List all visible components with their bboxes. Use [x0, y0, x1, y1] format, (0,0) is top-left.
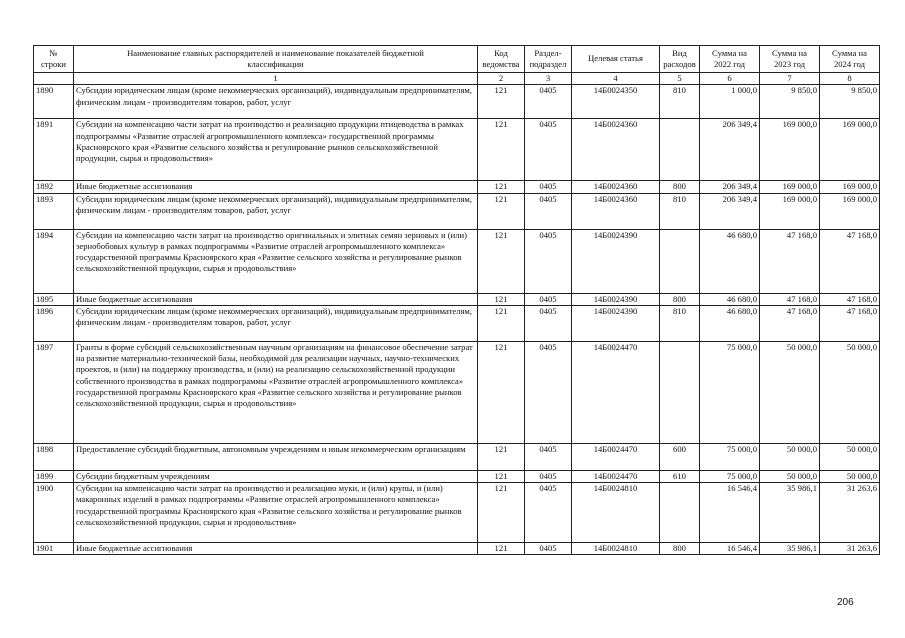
expense-type-cell: 810 [660, 193, 700, 229]
row-name-cell: Гранты в форме субсидий сельскохозяйственным научным организациям на финансовое обеспечение затрат на развитие материально-технической базы, необходимой для реализации научных, научно-технических проектов, и (или) на поддержку производства, и (или) на реализацию сельскохозяйственной продукции собственного производства в рамках подпрограммы «Развитие отраслей агропромышленного комплекса» государственной программы Красноярского края «Развитие сельского хозяйства и регулирование рынков сельскохозяйственной продукции, сырья и продовольствия» [74, 341, 478, 443]
page-number: 206 [837, 597, 854, 608]
table-row [34, 193, 880, 229]
dept-code-cell: 121 [478, 341, 525, 443]
row-name-cell: Предоставление субсидий бюджетным, автономным учреждениям и иным некоммерческим организациям [74, 443, 478, 470]
section-code-cell: 0405 [525, 305, 572, 341]
dept-code-cell: 121 [478, 483, 525, 543]
target-article-cell: 14Б0024350 [572, 85, 660, 119]
column-index-cell: 6 [700, 73, 760, 85]
sum-2022-cell: 75 000,0 [700, 443, 760, 470]
target-article-cell: 14Б0024810 [572, 543, 660, 555]
header-dept-code: Код ведомства [478, 46, 525, 73]
row-name-cell: Субсидии юридическим лицам (кроме некоммерческих организаций), индивидуальным предпринимателям, физическим лицам - производителям товаров, работ, услуг [74, 85, 478, 119]
table-row [34, 85, 880, 119]
header-row-number: № строки [34, 46, 74, 73]
section-code-cell: 0405 [525, 470, 572, 482]
sum-2023-cell: 47 168,0 [760, 305, 820, 341]
sum-2024-cell: 31 263,6 [820, 483, 880, 543]
table-row [34, 305, 880, 341]
row-name-cell: Иные бюджетные ассигнования [74, 543, 478, 555]
column-index-cell: 1 [74, 73, 478, 85]
section-code-cell: 0405 [525, 229, 572, 293]
sum-2024-cell: 31 263,6 [820, 543, 880, 555]
table-body [34, 85, 880, 555]
row-name-cell: Субсидии на компенсацию части затрат на производство и реализацию муки, и (или) крупы, и (или) макаронных изделий в рамках подпрограммы «Развитие отраслей агропромышленного комплекса» государственной программы Красноярского края «Развитие сельского хозяйства и регулирование рынков сельскохозяйственной продукции, сырья и продовольствия» [74, 483, 478, 543]
dept-code-cell: 121 [478, 85, 525, 119]
dept-code-cell: 121 [478, 181, 525, 193]
sum-2024-cell: 169 000,0 [820, 119, 880, 181]
sum-2024-cell: 169 000,0 [820, 193, 880, 229]
target-article-cell: 14Б0024470 [572, 470, 660, 482]
section-code-cell: 0405 [525, 193, 572, 229]
section-code-cell: 0405 [525, 483, 572, 543]
row-name-cell: Субсидии юридическим лицам (кроме некоммерческих организаций), индивидуальным предпринимателям, физическим лицам - производителям товаров, работ, услуг [74, 193, 478, 229]
column-index-cell: 4 [572, 73, 660, 85]
budget-table [33, 45, 880, 555]
sum-2024-cell: 169 000,0 [820, 181, 880, 193]
sum-2024-cell: 50 000,0 [820, 470, 880, 482]
table-row [34, 181, 880, 193]
table-row [34, 443, 880, 470]
row-number-cell: 1895 [34, 293, 74, 305]
row-number-cell: 1893 [34, 193, 74, 229]
sum-2023-cell: 47 168,0 [760, 229, 820, 293]
expense-type-cell [660, 229, 700, 293]
sum-2022-cell: 16 546,4 [700, 483, 760, 543]
sum-2023-cell: 9 850,0 [760, 85, 820, 119]
table-row [34, 470, 880, 482]
table-row [34, 341, 880, 443]
column-index-cell: 5 [660, 73, 700, 85]
target-article-cell: 14Б0024360 [572, 193, 660, 229]
section-code-cell: 0405 [525, 181, 572, 193]
sum-2024-cell: 47 168,0 [820, 305, 880, 341]
sum-2023-cell: 50 000,0 [760, 470, 820, 482]
header-sum-2022: Сумма на 2022 год [700, 46, 760, 73]
sum-2022-cell: 75 000,0 [700, 341, 760, 443]
section-code-cell: 0405 [525, 119, 572, 181]
sum-2022-cell: 46 680,0 [700, 305, 760, 341]
sum-2023-cell: 169 000,0 [760, 119, 820, 181]
row-number-cell: 1901 [34, 543, 74, 555]
row-name-cell: Субсидии юридическим лицам (кроме некоммерческих организаций), индивидуальным предпринимателям, физическим лицам - производителям товаров, работ, услуг [74, 305, 478, 341]
dept-code-cell: 121 [478, 470, 525, 482]
row-number-cell: 1896 [34, 305, 74, 341]
section-code-cell: 0405 [525, 293, 572, 305]
sum-2022-cell: 16 546,4 [700, 543, 760, 555]
header-section: Раздел- подраздел [525, 46, 572, 73]
section-code-cell: 0405 [525, 341, 572, 443]
dept-code-cell: 121 [478, 119, 525, 181]
table-row [34, 229, 880, 293]
sum-2022-cell: 75 000,0 [700, 470, 760, 482]
row-name-cell: Субсидии на компенсацию части затрат на производство оригинальных и элитных семян зерновых и (или) зернобобовых культур в рамках подпрограммы «Развитие отраслей агропромышленного комплекса» государственной программы Красноярского края «Развитие сельского хозяйства и регулирование рынков сельскохозяйственной продукции, сырья и продовольствия» [74, 229, 478, 293]
expense-type-cell: 600 [660, 443, 700, 470]
section-code-cell: 0405 [525, 543, 572, 555]
section-code-cell: 0405 [525, 443, 572, 470]
sum-2024-cell: 9 850,0 [820, 85, 880, 119]
sum-2024-cell: 47 168,0 [820, 293, 880, 305]
column-index-cell: 3 [525, 73, 572, 85]
target-article-cell: 14Б0024470 [572, 443, 660, 470]
sum-2022-cell: 206 349,4 [700, 181, 760, 193]
row-name-cell: Иные бюджетные ассигнования [74, 181, 478, 193]
row-name-cell: Иные бюджетные ассигнования [74, 293, 478, 305]
row-number-cell: 1890 [34, 85, 74, 119]
column-index-cell: 7 [760, 73, 820, 85]
expense-type-cell: 800 [660, 293, 700, 305]
table-row [34, 293, 880, 305]
expense-type-cell [660, 119, 700, 181]
expense-type-cell: 800 [660, 181, 700, 193]
dept-code-cell: 121 [478, 229, 525, 293]
dept-code-cell: 121 [478, 443, 525, 470]
dept-code-cell: 121 [478, 193, 525, 229]
sum-2023-cell: 35 986,1 [760, 543, 820, 555]
sum-2023-cell: 169 000,0 [760, 181, 820, 193]
section-code-cell: 0405 [525, 85, 572, 119]
row-name-cell: Субсидии на компенсацию части затрат на производство и реализацию продукции птицеводства в рамках подпрограммы «Развитие отраслей агропромышленного комплекса» государственной программы Красноярского края «Развитие сельского хозяйства и регулирование рынков сельскохозяйственной продукции, сырья и продовольствия» [74, 119, 478, 181]
sum-2022-cell: 1 000,0 [700, 85, 760, 119]
sum-2023-cell: 50 000,0 [760, 341, 820, 443]
column-index-cell: 8 [820, 73, 880, 85]
sum-2023-cell: 35 986,1 [760, 483, 820, 543]
column-index-row [34, 73, 880, 85]
sum-2023-cell: 169 000,0 [760, 193, 820, 229]
target-article-cell: 14Б0024360 [572, 181, 660, 193]
row-number-cell: 1898 [34, 443, 74, 470]
expense-type-cell: 610 [660, 470, 700, 482]
table-row [34, 483, 880, 543]
row-number-cell: 1900 [34, 483, 74, 543]
target-article-cell: 14Б0024390 [572, 229, 660, 293]
sum-2024-cell: 50 000,0 [820, 443, 880, 470]
sum-2022-cell: 46 680,0 [700, 229, 760, 293]
target-article-cell: 14Б0024360 [572, 119, 660, 181]
target-article-cell: 14Б0024470 [572, 341, 660, 443]
row-number-cell: 1897 [34, 341, 74, 443]
target-article-cell: 14Б0024810 [572, 483, 660, 543]
sum-2023-cell: 47 168,0 [760, 293, 820, 305]
table-row [34, 119, 880, 181]
row-name-cell: Субсидии бюджетным учреждениям [74, 470, 478, 482]
expense-type-cell [660, 483, 700, 543]
row-number-cell: 1899 [34, 470, 74, 482]
table-row [34, 543, 880, 555]
header-sum-2023: Сумма на 2023 год [760, 46, 820, 73]
target-article-cell: 14Б0024390 [572, 293, 660, 305]
row-number-cell: 1894 [34, 229, 74, 293]
row-number-cell: 1891 [34, 119, 74, 181]
expense-type-cell: 800 [660, 543, 700, 555]
sum-2024-cell: 47 168,0 [820, 229, 880, 293]
sum-2022-cell: 206 349,4 [700, 193, 760, 229]
dept-code-cell: 121 [478, 543, 525, 555]
target-article-cell: 14Б0024390 [572, 305, 660, 341]
row-number-cell: 1892 [34, 181, 74, 193]
header-sum-2024: Сумма на 2024 год [820, 46, 880, 73]
column-index-cell [34, 73, 74, 85]
header-target-article: Целевая статья [572, 46, 660, 73]
header-expense-type: Вид расходов [660, 46, 700, 73]
header-name: Наименование главных распорядителей и наименование показателей бюджетной классификации [74, 46, 478, 73]
dept-code-cell: 121 [478, 305, 525, 341]
sum-2022-cell: 206 349,4 [700, 119, 760, 181]
expense-type-cell: 810 [660, 85, 700, 119]
expense-type-cell: 810 [660, 305, 700, 341]
dept-code-cell: 121 [478, 293, 525, 305]
column-index-cell: 2 [478, 73, 525, 85]
sum-2024-cell: 50 000,0 [820, 341, 880, 443]
sum-2023-cell: 50 000,0 [760, 443, 820, 470]
expense-type-cell [660, 341, 700, 443]
sum-2022-cell: 46 680,0 [700, 293, 760, 305]
